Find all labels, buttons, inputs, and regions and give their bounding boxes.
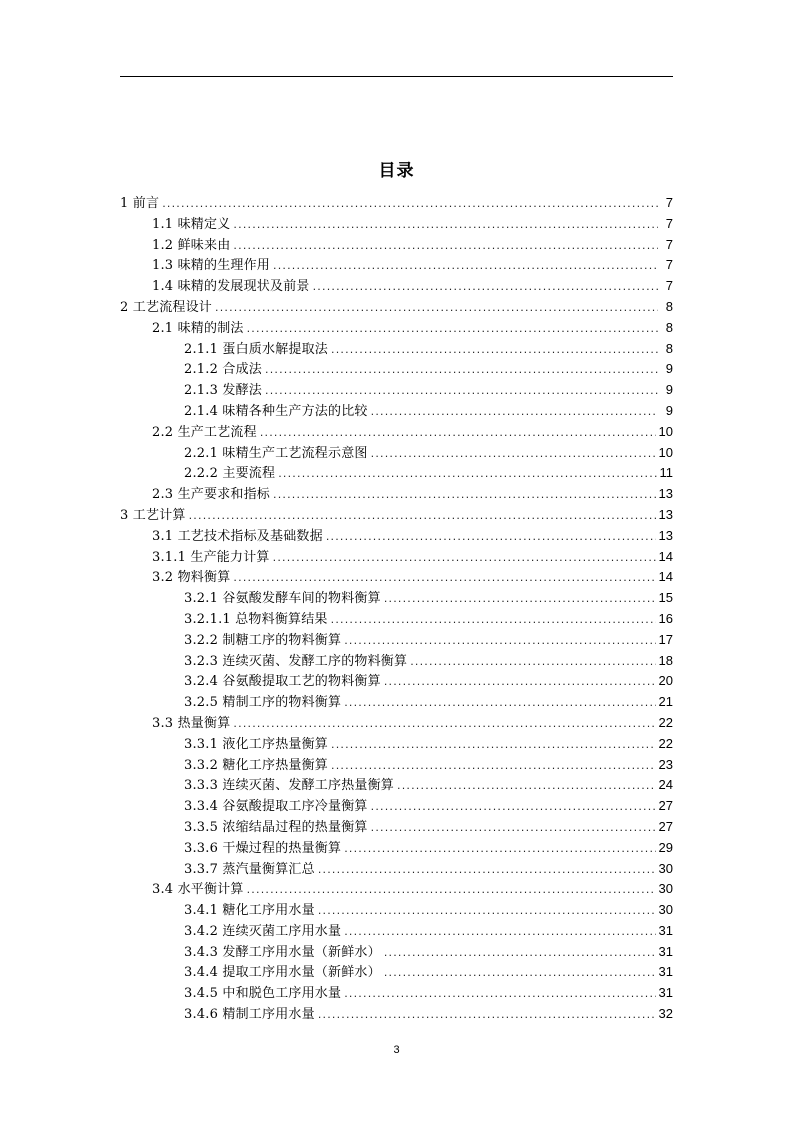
toc-entry[interactable] [120,401,673,422]
toc-leader-dots [233,714,655,735]
toc-entry-page: 10 [658,444,673,460]
toc-entry-label: 2 工艺流程设计 [120,299,213,315]
toc-leader-dots [344,984,655,1005]
toc-entry-page: 17 [658,631,673,647]
toc-leader-dots [247,319,658,340]
toc-title: 目录 [378,161,415,181]
toc-entry-label: 3.1.1 生产能力计算 [152,549,270,565]
toc-entry[interactable] [120,942,673,963]
toc-entry-page: 8 [665,298,673,314]
toc-entry[interactable] [120,879,673,900]
toc-entry-page: 11 [659,465,673,481]
toc-entry-page: 22 [658,714,673,730]
toc-leader-dots [273,485,656,506]
toc-entry[interactable] [120,484,673,505]
toc-entry[interactable] [120,567,673,588]
toc-entry[interactable] [120,588,673,609]
toc-entry-page: 14 [658,548,673,564]
toc-entry-page: 18 [658,652,673,668]
toc-entry-page: 31 [658,985,673,1001]
toc-leader-dots [233,568,655,589]
toc-entry-label: 2.1.4 味精各种生产方法的比较 [184,403,368,419]
toc-leader-dots [273,256,658,277]
toc-entry-page: 8 [665,319,673,335]
toc-entry[interactable] [120,297,673,318]
toc-entry-label: 3.3.1 液化工序热量衡算 [184,736,329,752]
toc-leader-dots [331,340,658,361]
toc-entry-label: 2.1.3 发酵法 [184,383,263,399]
toc-leader-dots [331,735,656,756]
toc-entry[interactable] [120,692,673,713]
toc-entry[interactable] [120,463,673,484]
toc-entry[interactable] [120,734,673,755]
toc-leader-dots [318,1005,656,1026]
toc-entry-page: 31 [658,922,673,938]
toc-entry-label: 1 前言 [120,196,160,211]
toc-entry[interactable] [120,755,673,776]
toc-leader-dots [233,236,658,257]
toc-leader-dots [397,776,656,797]
toc-leader-dots [215,298,658,319]
toc-entry-page: 16 [658,610,673,626]
toc-leader-dots [371,444,656,465]
page-number: 3 [393,1044,400,1056]
toc-entry-label: 3 工艺计算 [120,507,186,523]
toc-leader-dots [265,360,658,381]
toc-leader-dots [247,880,656,901]
toc-entry-page: 30 [658,860,673,876]
toc-leader-dots [331,610,656,631]
toc-entry-page: 13 [658,486,673,502]
toc-entry[interactable] [120,713,673,734]
toc-entry[interactable] [120,796,673,817]
toc-entry[interactable] [120,380,673,401]
toc-entry-page: 7 [665,195,673,210]
toc-entry-label: 1.4 味精的发展现状及前景 [152,279,310,295]
toc-entry-label: 3.3.3 连续灭菌、发酵工序热量衡算 [184,778,395,794]
toc-entry[interactable] [120,526,673,547]
toc-entry-page: 30 [658,881,673,897]
toc-entry[interactable] [120,838,673,859]
toc-entry-page: 9 [665,382,673,398]
toc-entry-page: 27 [658,798,673,814]
toc-entry[interactable] [120,235,673,256]
toc-entry-label: 2.2.2 主要流程 [184,466,276,482]
toc-entry[interactable] [120,983,673,1004]
toc-leader-dots [344,922,655,943]
toc-entry-page: 13 [658,527,673,543]
toc-entry[interactable] [120,505,673,526]
toc-entry-label: 3.2.2 制糖工序的物料衡算 [184,632,342,648]
toc-entry-label: 3.4.1 糖化工序用水量 [184,903,315,919]
toc-entry-page: 14 [658,569,673,585]
toc-entry-page: 7 [665,257,673,273]
toc-entry[interactable] [120,609,673,630]
toc-entry-label: 2.2.1 味精生产工艺流程示意图 [184,445,368,461]
toc-entry-page: 30 [658,902,673,918]
toc-leader-dots [384,672,656,693]
toc-entry[interactable] [120,962,673,983]
header-rule [120,76,673,77]
toc-entry-page: 15 [658,590,673,606]
toc-entry-page: 21 [658,694,673,710]
toc-leader-dots [273,548,656,569]
toc-entry-page: 7 [665,215,673,231]
toc-leader-dots [371,797,656,818]
toc-leader-dots [371,402,658,423]
toc-entry-page: 8 [665,340,673,356]
toc-entry-label: 3.3.6 干燥过程的热量衡算 [184,840,342,856]
toc-entry-page: 7 [665,278,673,294]
toc-entry-label: 3.4 水平衡计算 [152,882,244,898]
toc-entry-label: 2.1 味精的制法 [152,320,244,336]
toc-entry[interactable] [120,900,673,921]
toc-leader-dots [384,963,656,984]
toc-entry[interactable] [120,214,673,235]
toc-leader-dots [410,652,655,673]
toc-leader-dots [326,527,656,548]
toc-entry[interactable] [120,921,673,942]
toc-entry-page: 32 [658,1006,673,1022]
toc-entry-label: 3.3.7 蒸汽量衡算汇总 [184,861,315,877]
toc-entry-label: 3.2.4 谷氨酸提取工艺的物料衡算 [184,674,381,690]
toc-entry-label: 3.3.5 浓缩结晶过程的热量衡算 [184,819,368,835]
toc-entry-label: 2.1.2 合成法 [184,362,263,378]
toc-entry-page: 31 [658,943,673,959]
toc-entry-label: 3.4.2 连续灭菌工序用水量 [184,923,342,939]
toc-leader-dots [344,839,655,860]
toc-entry[interactable] [120,318,673,339]
toc-leader-dots [371,818,656,839]
toc-entry-label: 3.2.1 谷氨酸发酵车间的物料衡算 [184,591,381,607]
toc-entry[interactable] [120,817,673,838]
toc-entry-label: 2.2 生产工艺流程 [152,424,257,440]
toc-entry[interactable] [120,276,673,297]
toc-leader-dots [189,506,656,527]
toc-entry-page: 23 [658,756,673,772]
toc-entry[interactable] [120,775,673,796]
toc-entry-label: 3.4.3 发酵工序用水量（新鲜水） [184,944,381,960]
toc-entry[interactable] [120,443,673,464]
toc-entry-page: 22 [658,735,673,751]
toc-entry[interactable] [120,1004,673,1025]
toc-entry-label: 2.1.1 蛋白质水解提取法 [184,341,329,357]
toc-entry[interactable] [120,193,673,214]
toc-entry-label: 3.2 物料衡算 [152,570,231,586]
toc-leader-dots [313,277,658,298]
toc-entry-label: 3.2.5 精制工序的物料衡算 [184,695,342,711]
toc-entry-label: 1.3 味精的生理作用 [152,258,271,274]
toc-leader-dots [384,943,656,964]
toc-entry-label: 1.1 味精定义 [152,216,231,232]
toc-entry[interactable] [120,671,673,692]
toc-entry-label: 3.4.5 中和脱色工序用水量 [184,986,342,1002]
toc-leader-dots [318,901,656,922]
toc-entry[interactable] [120,359,673,380]
toc-leader-dots [265,381,658,402]
toc-entry[interactable] [120,630,673,651]
toc-leader-dots [260,423,656,444]
toc-entry-label: 3.3.2 糖化工序热量衡算 [184,757,329,773]
toc-entry[interactable] [120,651,673,672]
toc-entry-label: 3.4.6 精制工序用水量 [184,1007,315,1023]
toc-entry-label: 3.1 工艺技术指标及基础数据 [152,528,323,544]
toc-entry-label: 3.4.4 提取工序用水量（新鲜水） [184,965,381,981]
toc-entry[interactable] [120,339,673,360]
toc-entry-page: 20 [658,673,673,689]
toc-leader-dots [344,693,655,714]
toc-entry-page: 9 [665,402,673,418]
toc-entry[interactable] [120,547,673,568]
toc-leader-dots [162,194,658,215]
toc-entry-page: 7 [665,236,673,252]
toc-leader-dots [318,860,656,881]
toc-entry-page: 10 [658,423,673,439]
toc-entry-label: 1.2 鲜味来由 [152,237,231,253]
toc-entry-label: 3.3.4 谷氨酸提取工序冷量衡算 [184,799,368,815]
toc-entry-page: 27 [658,818,673,834]
toc-entry-label: 3.3 热量衡算 [152,715,231,731]
toc-entry[interactable] [120,255,673,276]
toc-entry-page: 31 [658,964,673,980]
toc-leader-dots [344,631,655,652]
toc-list [120,193,673,1025]
toc-entry-label: 2.3 生产要求和指标 [152,487,271,503]
toc-leader-dots [233,215,658,236]
toc-entry-page: 13 [658,506,673,522]
toc-entry-page: 29 [658,839,673,855]
toc-leader-dots [331,756,656,777]
toc-leader-dots [384,589,656,610]
toc-entry[interactable] [120,422,673,443]
toc-entry-page: 24 [658,777,673,793]
toc-leader-dots [278,464,656,485]
toc-entry[interactable] [120,859,673,880]
toc-entry-label: 3.2.3 连续灭菌、发酵工序的物料衡算 [184,653,408,669]
toc-entry-label: 3.2.1.1 总物料衡算结果 [184,611,328,627]
toc-entry-page: 9 [665,361,673,377]
